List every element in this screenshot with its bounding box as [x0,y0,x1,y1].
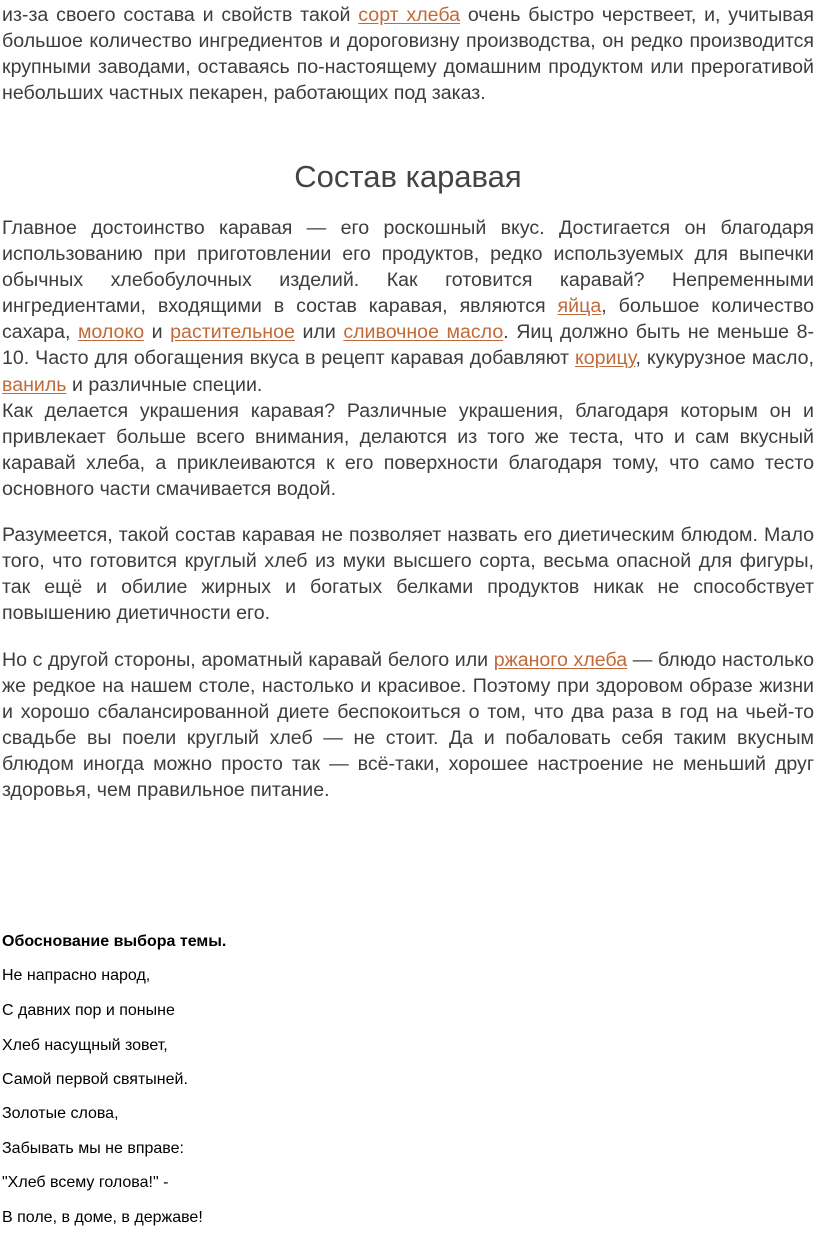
text-run: — блюдо настолько же редкое на нашем столе, настолько и красивое. Поэтому при здоровом образе жизни и хорошо сбалансированной диете беспокоиться о том, что два раза в год на чьей-то свадьбе вы поели круглый хлеб — не стоит. Да и побаловать себя таким вкусным блюдом иногда можно просто так — всё-таки, хорошее настроение не меньший друг здоровья, чем правильное питание. [2,649,814,802]
verse-line: Забывать мы не вправе: [2,1140,184,1157]
text-run: из-за своего состава и свойств такой [2,4,359,26]
link-cinnamon[interactable]: корицу [574,347,636,370]
link-eggs[interactable]: яйца [557,295,602,318]
text-run: , кукурузное масло, [635,347,814,370]
verse-line: В поле, в доме, в державе! [2,1209,203,1226]
paragraph-other-side [2,647,814,804]
text-run: . Яиц должно быть не меньше 8-10. Часто для обогащения вкуса в рецепт каравая добавляют [2,321,814,370]
text-run: очень быстро черствеет, и, учитывая большое количество ингредиентов и дороговизну производства, он редко производится крупными заводами, оставаясь по-настоящему домашним продуктом или прерогативой небольших частных пекарен, работающих под заказ. [2,4,815,105]
verse-line: "Хлеб всему голова!" - [2,1174,169,1191]
link-bread-sort[interactable]: сорт хлеба [358,4,461,26]
section-title-topic-justification: Обоснование выбора темы. [2,933,227,950]
text-run: , большое количество сахара, [2,295,814,344]
text-run: Главное достоинство каравая — его роскошный вкус. Достигается он благодаря использованию при приготовлении его продуктов, редко используемых для выпечки обычных хлебобулочных изделий. Как готовится каравай? Непременными ингредиентами, входящими в состав каравая, являются [2,217,814,318]
text-run: или [294,321,344,344]
link-butter[interactable]: сливочное масло [343,321,504,344]
paragraph-diet: Разумеется, такой состав каравая не позволяет назвать его диетическим блюдом. Мало того, что готовится круглый хлеб из муки высшего сорта, весьма опасной для фигуры, так ещё и обилие жирных и богатых белками продуктов никак не способствует повышению диетичности его. [2,524,814,625]
paragraph-bread-intro [2,2,814,106]
link-vegetable-oil[interactable]: растительное [170,321,295,344]
verse-line: Хлеб насущный зовет, [2,1037,168,1054]
section-heading-korovai-composition: Состав каравая [294,159,522,194]
link-vanilla[interactable]: ваниль [2,373,67,396]
link-rye-bread[interactable]: ржаного хлеба [493,649,628,671]
verse-line: Золотые слова, [2,1105,119,1122]
link-milk[interactable]: молоко [77,321,145,344]
text-run: Но с другой стороны, ароматный каравай белого или [2,649,494,671]
text-run: и различные специи. [66,373,263,396]
paragraph-composition [2,215,814,398]
verse-line: Не напрасно народ, [2,967,151,984]
verse-line: С давних пор и поныне [2,1002,175,1019]
verse-line: Самой первой святыней. [2,1071,188,1088]
text-run: и [144,321,171,344]
paragraph-decoration: Как делается украшения каравая? Различные украшения, благодаря которым он и привлекает больше всего внимания, делаются из того же теста, что и сам вкусный каравай хлеба, а приклеиваются к его поверхности благодаря тому, что само тесто основного части смачивается водой. [2,400,814,501]
